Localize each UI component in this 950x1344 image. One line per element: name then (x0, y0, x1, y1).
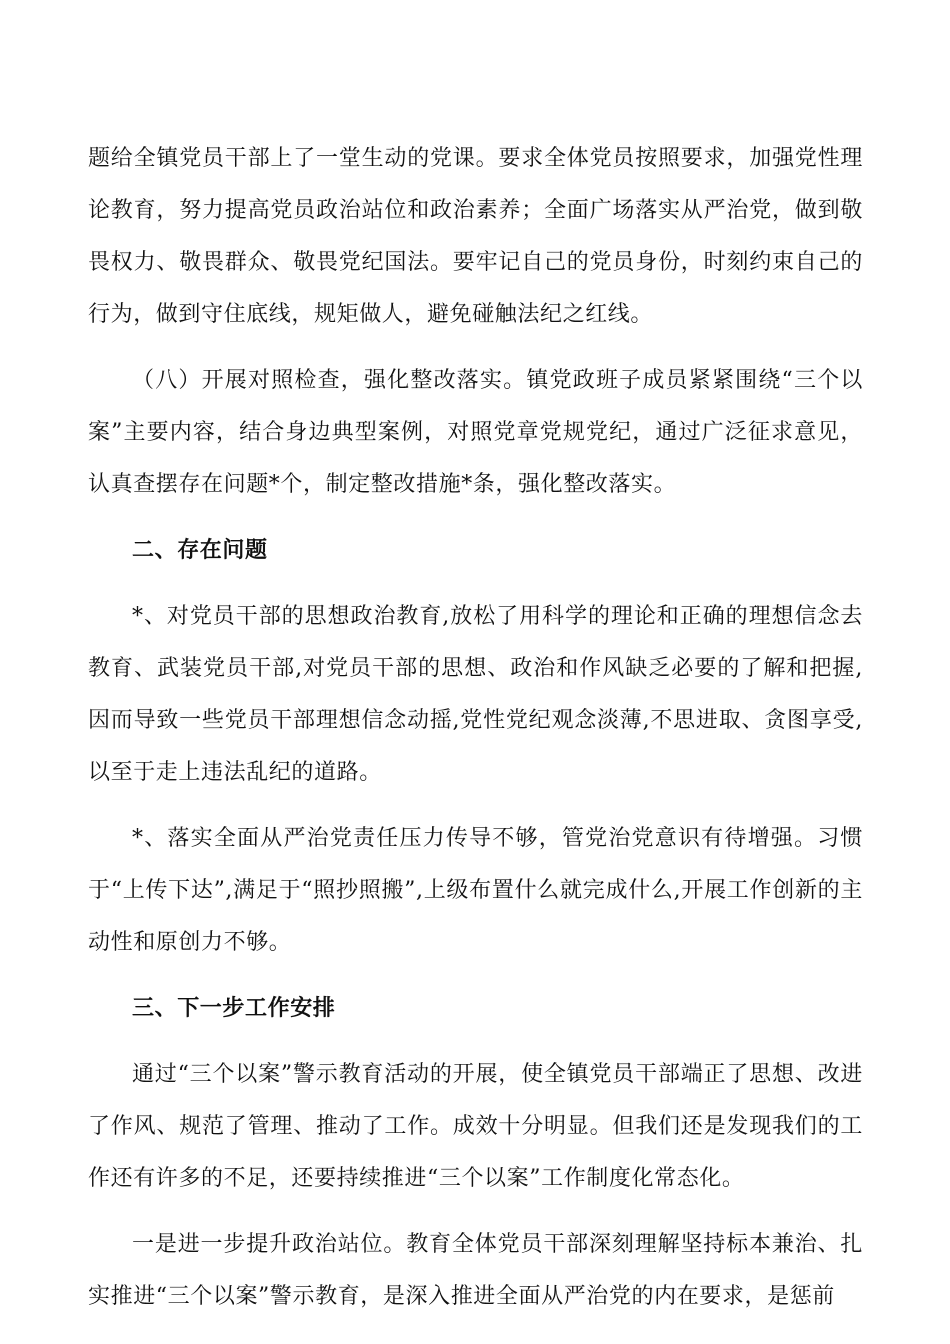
paragraph-problem-two: *、落实全面从严治党责任压力传导不够，管党治党意识有待增强。习惯于“上传下达”,满足于“照抄照搬”,上级布置什么就完成什么,开展工作创新的主动性和原创力不够。 (88, 826, 863, 955)
paragraph-gap (88, 799, 863, 813)
paragraph-gap (88, 577, 863, 591)
paragraph-gap (88, 511, 863, 525)
paragraph-next-intro: 通过“三个以案”警示教育活动的开展，使全镇党员干部端正了思想、改进了作风、规范了管理、推动了工作。成效十分明显。但我们还是发现我们的工作还有许多的不足，还要持续推进“三个以案”工作制度化常态化。 (88, 1062, 863, 1191)
paragraph-continued: 题给全镇党员干部上了一堂生动的党课。要求全体党员按照要求，加强党性理论教育，努力提高党员政治站位和政治素养；全面广场落实从严治党，做到敬畏权力、敬畏群众、敬畏党纪国法。要牢记自己的党员身份，时刻约束自己的行为，做到守住底线，规矩做人，避免碰触法纪之红线。 (88, 146, 863, 327)
paragraph-next-one: 一是进一步提升政治站位。教育全体党员干部深刻理解坚持标本兼治、扎实推进“三个以案”警示教育，是深入推进全面从严治党的内在要求，是惩前 (88, 1232, 863, 1309)
paragraph-gap (88, 1035, 863, 1049)
paragraph-gap (88, 969, 863, 983)
paragraph-gap (88, 1205, 863, 1219)
heading-existing-problems: 二、存在问题 (132, 538, 268, 563)
paragraph-problem-one: *、对党员干部的思想政治教育,放松了用科学的理论和正确的理想信念去教育、武装党员干部,对党员干部的思想、政治和作风缺乏必要的了解和把握,因而导致一些党员干部理想信念动摇,党性党纪观念淡薄,不思进取、贪图享受,以至于走上违法乱纪的道路。 (88, 604, 863, 785)
heading-next-steps: 三、下一步工作安排 (132, 996, 336, 1021)
paragraph-gap (88, 341, 863, 355)
document-page (88, 133, 863, 1323)
paragraph-section-eight: （八）开展对照检查，强化整改落实。镇党政班子成员紧紧围绕“三个以案”主要内容，结合身边典型案例，对照党章党规党纪，通过广泛征求意见，认真查摆存在问题*个，制定整改措施*条，强化整改落实。 (88, 368, 863, 497)
